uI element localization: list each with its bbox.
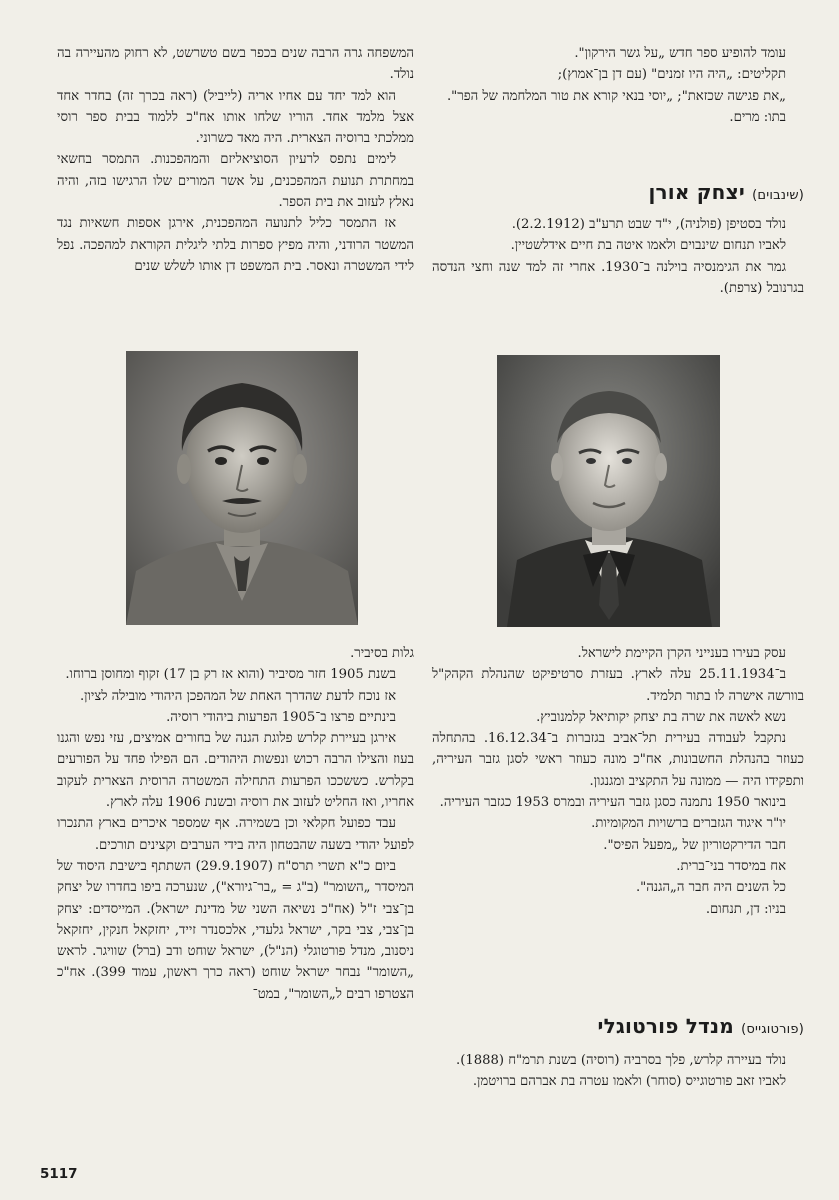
left-column-bottom xyxy=(57,643,414,1005)
portrait-photo-mendel-portugali xyxy=(126,351,358,625)
paragraph: עומד להופיע ספר חדש „על גשר הירקון". xyxy=(574,46,786,61)
paragraph: גמר את הגימנסיה בוילנה ב־1930. אחרי זה למד שנה וחצי הנדסה בגרנובל (צרפת). xyxy=(432,259,804,296)
paragraph: עבד כפועל חקלאי וכן בשמירה. אף שמספר איכרים בארץ התנכרו לפועל יהודי בשעה שהבטחון היה בידי הערבים וקצינים תורכים. xyxy=(57,816,414,853)
paragraph: אז נוכח לדעת שהדרך האחת של המהפכן היהודי מובילה לציון. xyxy=(79,688,396,704)
paragraph: ב־25.11.1934 עלה לארץ. בעזרת סרטיפיקט שהנהלת הקהק"ל בוורשה אישרה לו בתור תלמיד. xyxy=(432,667,804,704)
paragraph: בינואר 1950 נתמנה כסגן גזבר העיריה ובמרס 1953 כגזבר העיריה. xyxy=(439,795,786,811)
paragraph: יו"ר איגוד הגזברים ברשויות המקומיות. xyxy=(591,816,786,832)
paragraph: בניו: דן, תנחום. xyxy=(705,901,786,917)
left-column-top xyxy=(57,43,414,277)
paragraph: נתקבל לעבודה בעירית תל־אביב בגזברות ב־16.12.34. בהתחלה כעוזר בהנהלת החשבונות, אח"כ מונה כעוזר ראשי לסגן גזבר העיריה, ותפקידו היה — ממונה על התקציב ומגנגון. xyxy=(432,731,804,789)
portrait-illustration xyxy=(497,355,720,627)
entry-name: מנדל פורטוגלי xyxy=(597,1014,734,1038)
right-column-bio-entry2 xyxy=(432,1050,804,1093)
paragraph: הוא למד יחד עם אחיו אריה (לייביל) (ראה בכרך זה) בחדר אחד אצל מלמד אחד. הוריו שלחו אותו אח"כ ללמוד בבית ספר רוסי ממלכתי ברוסיה הצארית. היה מאד כשרוני. xyxy=(57,88,414,147)
paragraph: בינתיים פרצו ב־1905 הפרעות ביהודי רוסיה. xyxy=(166,709,396,725)
right-column-bio-bottom xyxy=(432,643,804,920)
paragraph: אח במיסדר בני־ברית. xyxy=(676,858,786,874)
paragraph: לימים נתפס לרעיון הסוציאליזם והמהפכנות. התמסר בחשאי במחתרת תנועת המהפכנים, על אשר המורים שלו הרגישו בזה, והיה נאלץ לעזוב את בית הספר. xyxy=(57,152,414,211)
paragraph: חבר הדירקטוריון של „מפעל הפיס". xyxy=(603,837,786,853)
paragraph: בתו: מרים. xyxy=(729,109,786,125)
paragraph: לאביו תנחום שינבוים ולאמו איטה בת חיים אידלשטיין. xyxy=(510,238,786,254)
entry-original-name: (פורטוגייס) xyxy=(741,1022,804,1037)
entry-original-name: (שינבוים) xyxy=(752,188,804,203)
portrait-illustration xyxy=(126,351,358,625)
paragraph: ביום כ"א תשרי תרס"ח (29.9.1907) השתתף בישיבת היסוד של המיסדר „השומר" (ב"ג = „בר־גיורא"), שנערכה ביפו בחדרו של יצחק בן־צבי ז"ל (אח"כ נשיאה השני של מדינת ישראל). המייסדים: יצחק בן־צבי, צבי בקר, ישראל גלעדי, אלכסנדר זייד, יחזקאל חנקין, יחזקאל ניסנוב, מנדל פורטוגלי (הנ"ל), ישראל שוחט ודב (ברל) שוויגר. לראש „השומר" נבחר ישראל שוחט (ראה כרך ראשון, עמוד 399). אח"כ הצטרפו רבים ל„השומר", במט־ xyxy=(57,858,414,1002)
paragraph: „את פגישה שכזאת"; „יוסי בנאי קורא את טור המלחמה של הפר". xyxy=(446,88,786,104)
paragraph: עסק בעירו בענייני הקרן הקיימת לישראל. xyxy=(577,646,786,661)
entry-heading-mendel-portugali xyxy=(432,1014,804,1038)
paragraph: נולד בעיירה קלרש, פלך בסרביה (רוסיה) בשנת תרמ"ח (1888). xyxy=(456,1053,786,1068)
paragraph: אז התמסר כליל לתנועה המהפכנית, אירגן אספות חשאיות נגד המשטר הרודני, והיה מפיץ ספרות בלתי ליגלית הקוראת למהפכה. נפל לידי המשטרה ונאסר. בית המשפט דן אותו לשלש שנים xyxy=(57,216,414,274)
paragraph: נולד בסטיפן (פולניה), י"ד שבט תרע"ב (2.2.1912). xyxy=(511,217,786,232)
paragraph: נשא לאשה את שרה בת יצחק יקותיאל קלמנוביץ. xyxy=(536,709,786,725)
paragraph: גלות בסיביר. xyxy=(350,646,414,661)
paragraph: כל השנים היה חבר ה„הגנה". xyxy=(635,880,786,896)
right-column-bio-top xyxy=(432,214,804,299)
paragraph: המשפחה גרה הרבה שנים בכפר בשם טשרשט, לא רחוק מהעיירה בה נולד. xyxy=(57,46,414,83)
paragraph: אירגן בעיירת קלרש פלוגת הגנה של בחורים אמיצים, עזי נפש והגנו בעוז והצילו הרבה רכוש ונפשות היהודים. הם הפילו פחד על הפורעים בקלרש. כששככו הפרעות התחילה המשטרה הרוסית הצארית לעקוב אחריו, ואז החליט לעזוב את רוסיה ובשנת 1906 עלה לארץ. xyxy=(57,731,414,811)
portrait-photo-yitzhak-oren xyxy=(497,355,720,627)
paragraph: לאביו זאב פורטוגייס (סוחר) ולאמו עטרה בת אברהם ברויטמן. xyxy=(472,1074,786,1090)
entry-name: יצחק אורן xyxy=(648,180,745,204)
page-number: 5117 xyxy=(40,1166,78,1182)
paragraph: תקליטים: „היה היו זמנים" (עם דן בן־אמוץ); xyxy=(557,67,786,83)
paragraph: בשנת 1905 חזר מסיביר (והוא אז רק בן 17) זקוף ומחוסן ברוחו. xyxy=(65,667,396,683)
right-column-top xyxy=(432,43,804,128)
entry-heading-yitzhak-oren xyxy=(432,180,804,204)
